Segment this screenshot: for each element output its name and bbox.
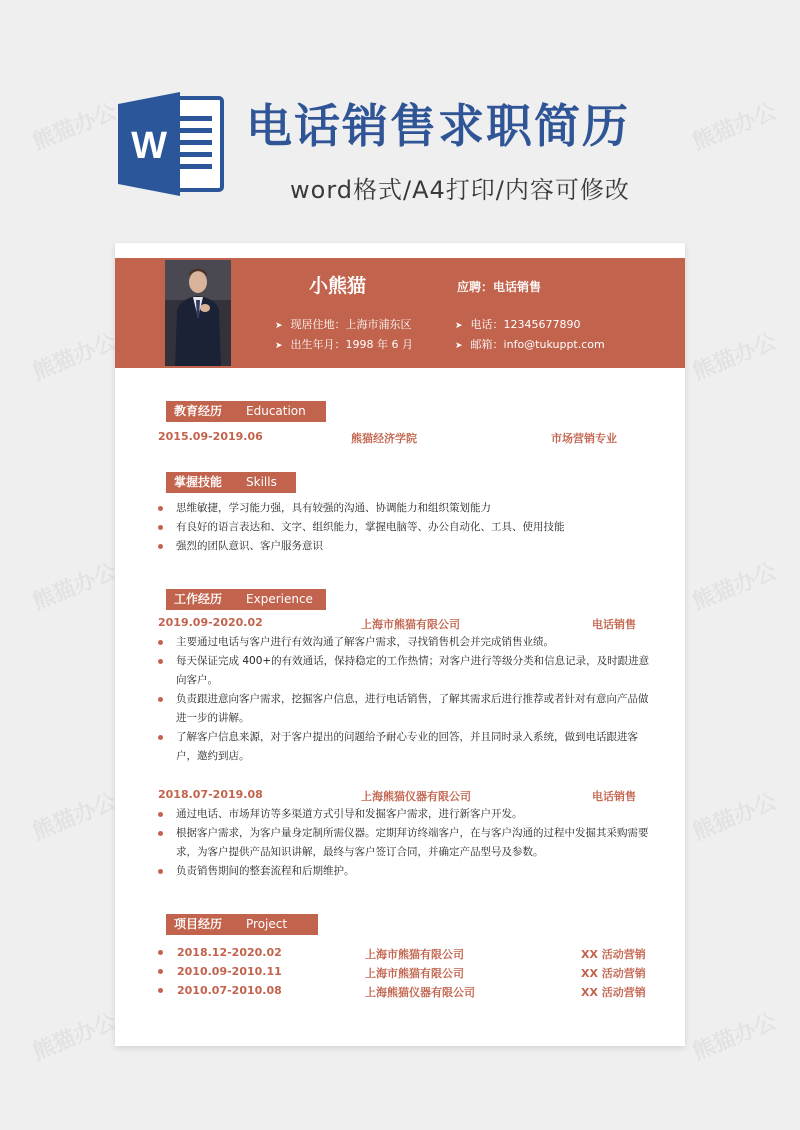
section-project: 项目经历 Project	[166, 914, 318, 935]
job-company: 上海熊猫仪器有限公司	[361, 790, 471, 803]
job-company: 上海市熊猫有限公司	[361, 618, 460, 631]
arrow-icon: ➤	[455, 321, 463, 331]
info-birth: ➤ 出生年月：1998 年 6 月	[275, 338, 414, 351]
bullet-dot-icon	[158, 525, 163, 530]
bullet-dot-icon	[158, 869, 163, 874]
project-company: 上海市熊猫有限公司	[365, 967, 464, 980]
project-name: XX 活动营销	[581, 986, 646, 999]
arrow-icon: ➤	[455, 341, 463, 351]
page-title: 电话销售求职简历	[246, 99, 630, 153]
job-title: 电话销售	[592, 790, 636, 803]
info-phone: ➤ 电话：12345677890	[455, 318, 581, 331]
skill-item: 强烈的团队意识、客户服务意识	[158, 537, 658, 556]
job-bullet: 根据客户需求，为客户量身定制所需仪器。定期拜访终端客户，在与客户沟通的过程中发掘其采购需要求，为客户提供产品知识讲解，最终与客户签订合同，并确定产品型号及参数。	[158, 824, 658, 862]
apply-position: 应聘：电话销售	[457, 280, 542, 294]
project-date: 2018.12-2020.02	[177, 946, 282, 959]
word-logo-letter: W	[131, 125, 167, 167]
resume-header	[115, 258, 685, 368]
bullet-dot-icon	[158, 640, 163, 645]
profile-name: 小熊猫	[309, 275, 367, 297]
education-major: 市场营销专业	[551, 432, 617, 445]
education-date: 2015.09-2019.06	[158, 430, 263, 443]
section-education: 教育经历 Education	[166, 401, 326, 422]
job-date: 2018.07-2019.08	[158, 788, 263, 801]
job-title: 电话销售	[592, 618, 636, 631]
job-bullet: 通过电话、市场拜访等多渠道方式引导和发掘客户需求，进行新客户开发。	[158, 805, 658, 824]
arrow-icon: ➤	[275, 321, 283, 331]
bullet-dot-icon	[158, 950, 163, 955]
project-company: 上海市熊猫有限公司	[365, 948, 464, 961]
project-name: XX 活动营销	[581, 948, 646, 961]
job-bullet: 了解客户信息来源，对于客户提出的问题给予耐心专业的回答，并且同时录入系统，做到电话跟进客户，邀约到店。	[158, 728, 658, 766]
job-bullet: 负责销售期间的整套流程和后期维护。	[158, 862, 658, 881]
word-logo-icon	[118, 92, 226, 196]
skill-item: 有良好的语言表达和、文字、组织能力，掌握电脑等、办公自动化、工具、使用技能	[158, 518, 658, 537]
bullet-dot-icon	[158, 544, 163, 549]
bullet-dot-icon	[158, 969, 163, 974]
bullet-dot-icon	[158, 506, 163, 511]
project-date: 2010.07-2010.08	[177, 984, 282, 997]
job-bullet: 负责跟进意向客户需求，挖掘客户信息，进行电话销售，了解其需求后进行推荐或者针对有意向产品做进一步的讲解。	[158, 690, 658, 728]
resume-document	[115, 243, 685, 1046]
project-company: 上海熊猫仪器有限公司	[365, 986, 475, 999]
info-email: ➤ 邮箱：info@tukuppt.com	[455, 338, 605, 351]
education-school: 熊猫经济学院	[351, 432, 417, 445]
job-bullet: 每天保证完成 400+的有效通话，保持稳定的工作热情；对客户进行等级分类和信息记录，及时跟进意向客户。	[158, 652, 658, 690]
job-bullet: 主要通过电话与客户进行有效沟通了解客户需求，寻找销售机会并完成销售业绩。	[158, 633, 658, 652]
bullet-dot-icon	[158, 735, 163, 740]
info-address: ➤ 现居住地：上海市浦东区	[275, 318, 412, 331]
profile-photo	[165, 260, 231, 366]
skill-item: 思维敏捷，学习能力强，具有较强的沟通、协调能力和组织策划能力	[158, 499, 658, 518]
bullet-dot-icon	[158, 988, 163, 993]
section-skills: 掌握技能 Skills	[166, 472, 296, 493]
bullet-dot-icon	[158, 659, 163, 664]
bullet-dot-icon	[158, 831, 163, 836]
job-date: 2019.09-2020.02	[158, 616, 263, 629]
page-subtitle: word格式/A4打印/内容可修改	[290, 176, 630, 204]
project-name: XX 活动营销	[581, 967, 646, 980]
project-date: 2010.09-2010.11	[177, 965, 282, 978]
arrow-icon: ➤	[275, 341, 283, 351]
bullet-dot-icon	[158, 812, 163, 817]
bullet-dot-icon	[158, 697, 163, 702]
section-experience: 工作经历 Experience	[166, 589, 326, 610]
